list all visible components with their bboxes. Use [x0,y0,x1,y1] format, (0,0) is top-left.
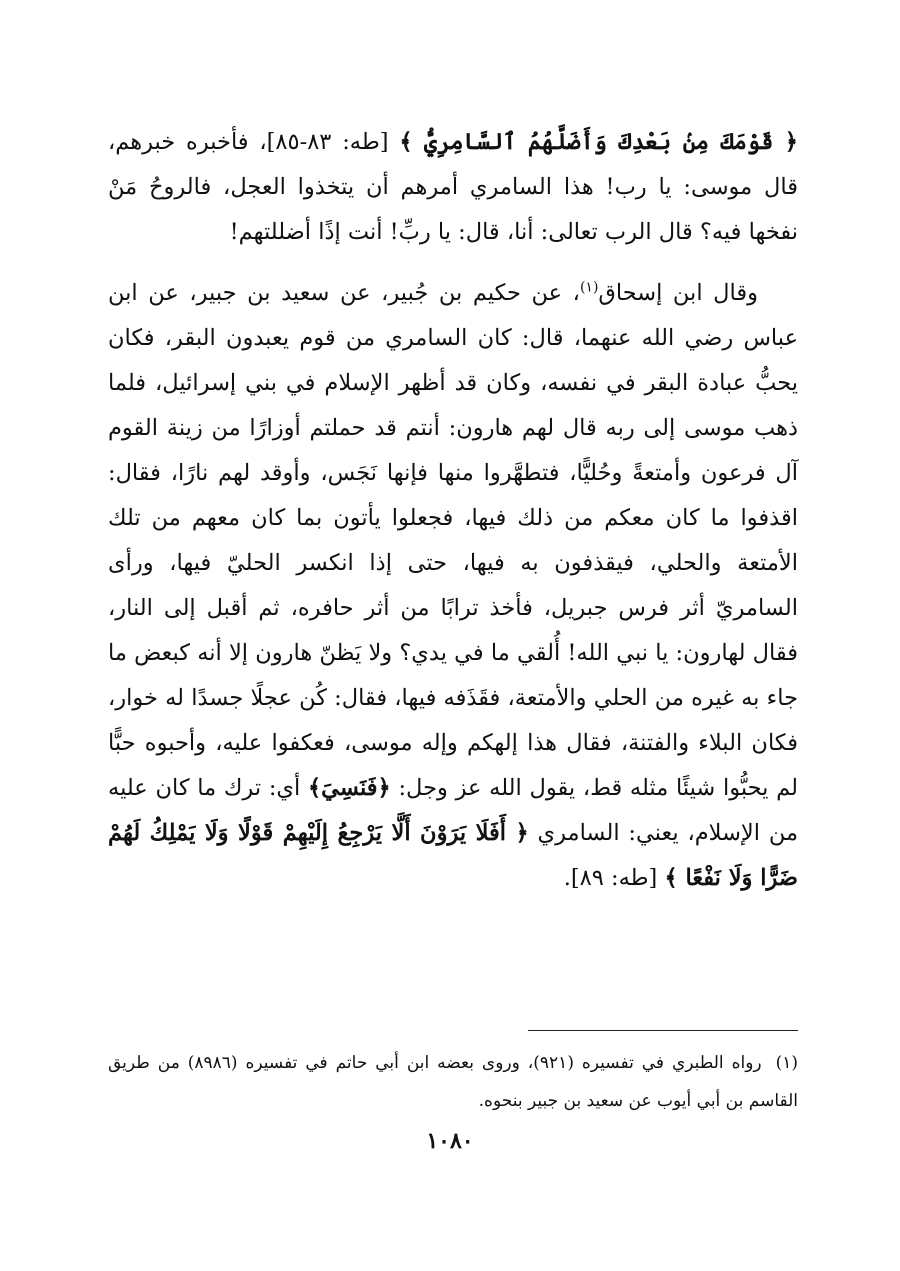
paragraph-text-continued: أي: ترك ما كان عليه من الإسلام، يعني: السامري [108,775,798,846]
quran-word: ﴿فَنَسِيَ﴾ [308,775,391,801]
paragraph-1 [108,120,798,255]
quran-verse: ﴿ قَوْمَكَ مِنۢ بَعْدِكَ وَأَضَلَّهُمُ ٱلسَّامِرِيُّ ﴾ [399,129,798,155]
footnote-reference: (١) [579,279,599,296]
footnote-marker: (١) [775,1053,799,1073]
footnote-divider [528,1030,798,1031]
paragraph-text: ، عن حكيم بن جُبير، عن سعيد بن جبير، عن ابن عباس رضي الله عنهما، قال: كان السامري من قوم يعبدون البقر، فكان يحبُّ عبادة البقر في نفسه، وكان قد أظهر الإسلام في بني إسرائيل، فلما ذهب موسى إلى ربه قال لهم هارون: أنتم قد حملتم أوزارًا من زينة القوم آل فرعون وأمتعةً وحُليًّا، فتطهَّروا منها فإنها نَجَس، وأوقد لهم نارًا، فقال: اقذفوا ما كان معكم من ذلك فيها، فجعلوا يأتون بما كان معهم من تلك الأمتعة والحلي، فيقذفون به فيها، حتى إذا انكسر الحليّ فيها، ورأى السامريّ أثر فرس جبريل، فأخذ ترابًا من أثر حافره، ثم أقبل إلى النار، فقال لهارون: يا نبي الله! أُلقي ما في يدي؟ ولا يَظنّ هارون إلا أنه كبعض ما جاء به غيره من الحلي والأمتعة، فقَذَفه فيها، فقال: كُن عجلًا جسدًا له خوار، فكان البلاء والفتنة، فقال هذا إلهكم وإله موسى، فعكفوا عليه، وأحبوه حبًّا لم يحبُّوا شيئًا مثله قط، يقول الله عز وجل: [108,280,798,801]
quran-verse: ﴿ أَفَلَا يَرَوْنَ أَلَّا يَرْجِعُ إِلَيْهِمْ قَوْلًا وَلَا يَمْلِكُ لَهُمْ ضَرًّا وَلَا نَفْعًا ﴾ [108,820,798,891]
verse-citation: [طه: ٨٣-٨٥] [266,129,389,155]
paragraph-2 [108,271,798,901]
main-text [108,120,798,901]
paragraph-intro: وقال ابن إسحاق [598,280,758,306]
footnote-text: رواه الطبري في تفسيره (٩٢١)، وروى بعضه ابن أبي حاتم في تفسيره (٨٩٨٦) من طريق القاسم بن أبي أيوب عن سعيد بن جبير بنحوه. [108,1053,798,1111]
paragraph-text: ، فأخبره خبرهم، قال موسى: يا رب! هذا السامري أمرهم أن يتخذوا العجل، فالروحُ مَنْ نفخها فيه؟ قال الرب تعالى: أنا، قال: يا ربِّ! أنت إذًا أضللتهم! [108,129,798,245]
page-number: ١٠٨٠ [426,1128,474,1154]
footnote [108,1044,798,1120]
verse-citation: [طه: ٨٩]. [563,865,658,891]
